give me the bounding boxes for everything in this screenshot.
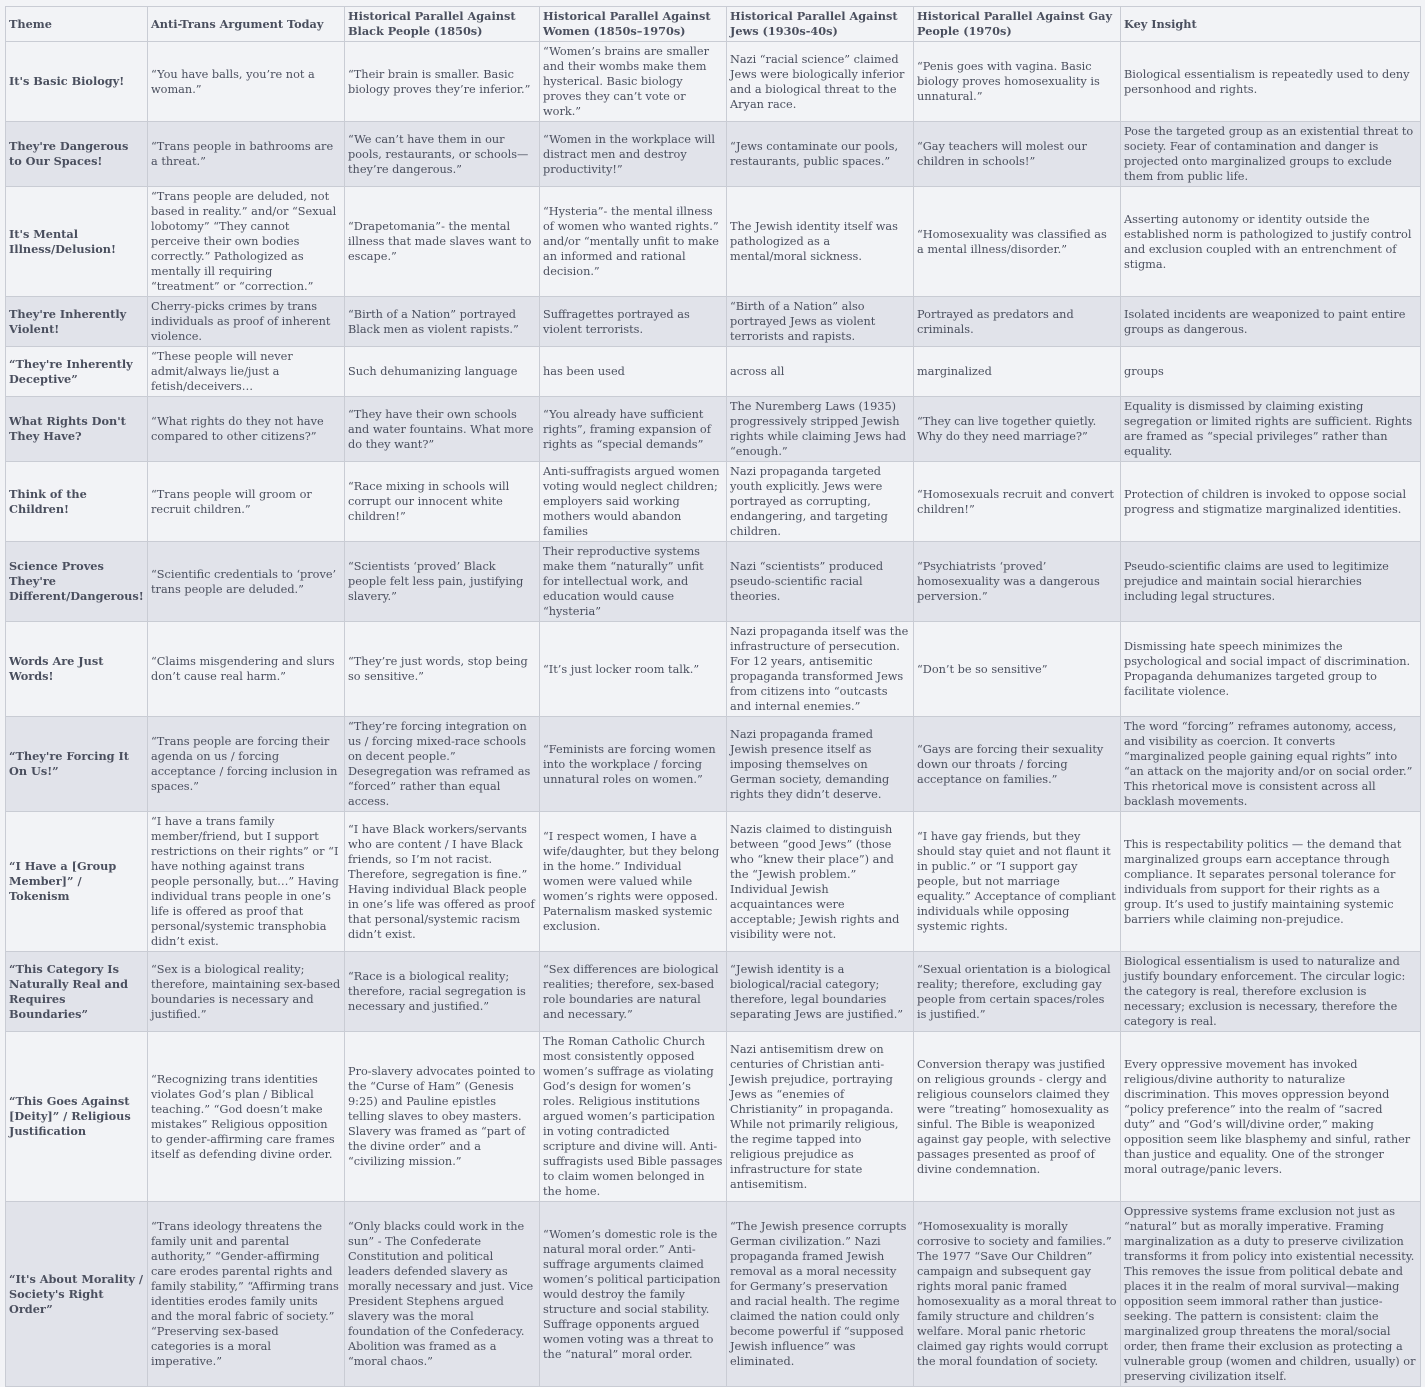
- women-cell: “You already have sufficient rights”, framing expansion of rights as “special demands”: [540, 397, 727, 462]
- women-cell: “I respect women, I have a wife/daughter, but they belong in the home.” Individual women were valued while women’s rights were opposed. Paternalism masked systemic exclusion.: [540, 812, 727, 952]
- table-row: [6, 717, 1421, 812]
- key-insight-cell: Equality is dismissed by claiming existing segregation or limited rights are sufficient. Rights are framed as “special privileges” rather than equality.: [1121, 397, 1421, 462]
- header-black-people: Historical Parallel Against Black People (1850s): [345, 7, 540, 42]
- anti-trans-cell: “Sex is a biological reality; therefore, maintaining sex-based boundaries is necessary and justified.”: [148, 952, 345, 1032]
- black-people-cell: “Scientists ‘proved’ Black people felt less pain, justifying slavery.”: [345, 542, 540, 622]
- key-insight-cell: Oppressive systems frame exclusion not just as “natural” but as morally imperative. Framing marginalization as a duty to preserve civilization transforms it from policy into existential necessity. This removes the issue from political debate and places it in the realm of moral survival—making opposition seem immoral rather than justice-seeking. The pattern is consistent: claim the marginalized group threatens the moral/social order, then frame their exclusion as protecting a vulnerable group (women and children, usually) or preserving civilization itself.: [1121, 1202, 1421, 1387]
- key-insight-cell: Dismissing hate speech minimizes the psychological and social impact of discrimination. Propaganda dehumanizes targeted group to facilitate violence.: [1121, 622, 1421, 717]
- theme-cell: Science Proves They're Different/Dangerous!: [6, 542, 148, 622]
- women-cell: Their reproductive systems make them “naturally” unfit for intellectual work, and education would cause “hysteria”: [540, 542, 727, 622]
- theme-cell: They're Dangerous to Our Spaces!: [6, 122, 148, 187]
- header-women: Historical Parallel Against Women (1850s–1970s): [540, 7, 727, 42]
- theme-cell: Think of the Children!: [6, 462, 148, 542]
- women-cell: “Hysteria”- the mental illness of women who wanted rights.” and/or “mentally unfit to make an informed and rational decision.”: [540, 187, 727, 297]
- header-key-insight: Key Insight: [1121, 7, 1421, 42]
- key-insight-cell: Biological essentialism is repeatedly used to deny personhood and rights.: [1121, 42, 1421, 122]
- key-insight-cell: Asserting autonomy or identity outside the established norm is pathologized to justify control and exclusion coupled with an entrenchment of stigma.: [1121, 187, 1421, 297]
- table-row: [6, 462, 1421, 542]
- key-insight-cell: Pose the targeted group as an existential threat to society. Fear of contamination and danger is projected onto marginalized groups to exclude them from public life.: [1121, 122, 1421, 187]
- key-insight-cell: Pseudo-scientific claims are used to legitimize prejudice and maintain social hierarchies including legal structures.: [1121, 542, 1421, 622]
- anti-trans-cell: “Trans ideology threatens the family unit and parental authority,” “Gender-affirming care erodes parental rights and family stability,” “Affirming trans identities erodes family units and the moral fabric of society.” “Preserving sex-based categories is a moral imperative.”: [148, 1202, 345, 1387]
- anti-trans-cell: “What rights do they not have compared to other citizens?”: [148, 397, 345, 462]
- key-insight-cell: Protection of children is invoked to oppose social progress and stigmatize marginalized identities.: [1121, 462, 1421, 542]
- anti-trans-cell: “You have balls, you’re not a woman.”: [148, 42, 345, 122]
- black-people-cell: “I have Black workers/servants who are content / I have Black friends, so I’m not racist. Therefore, segregation is fine.” Having individual Black people in one’s life was offered as proof that personal/systemic racism didn’t exist.: [345, 812, 540, 952]
- black-people-cell: “They have their own schools and water fountains. What more do they want?”: [345, 397, 540, 462]
- gay-people-cell: “Penis goes with vagina. Basic biology proves homosexuality is unnatural.”: [914, 42, 1121, 122]
- anti-trans-cell: “Scientific credentials to ‘prove’ trans people are deluded.”: [148, 542, 345, 622]
- women-cell: has been used: [540, 347, 727, 397]
- theme-cell: They're Inherently Violent!: [6, 297, 148, 347]
- black-people-cell: “They’re forcing integration on us / forcing mixed-race schools on decent people.” Desegregation was reframed as “forced” rather than equal access.: [345, 717, 540, 812]
- table-row: [6, 187, 1421, 297]
- gay-people-cell: “Sexual orientation is a biological reality; therefore, excluding gay people from certain spaces/roles is justified.”: [914, 952, 1121, 1032]
- header-gay-people: Historical Parallel Against Gay People (1970s): [914, 7, 1121, 42]
- theme-cell: What Rights Don't They Have?: [6, 397, 148, 462]
- header-row: [6, 7, 1421, 42]
- header-jews: Historical Parallel Against Jews (1930s-40s): [727, 7, 914, 42]
- table-row: [6, 122, 1421, 187]
- gay-people-cell: Portrayed as predators and criminals.: [914, 297, 1121, 347]
- theme-cell: “They're Inherently Deceptive”: [6, 347, 148, 397]
- jews-cell: The Jewish identity itself was pathologized as a mental/moral sickness.: [727, 187, 914, 297]
- table-row: [6, 952, 1421, 1032]
- table-row: [6, 297, 1421, 347]
- gay-people-cell: “Don’t be so sensitive”: [914, 622, 1121, 717]
- jews-cell: Nazi propaganda itself was the infrastructure of persecution. For 12 years, antisemitic propaganda transformed Jews from citizens into “outcasts and internal enemies.”: [727, 622, 914, 717]
- women-cell: “It’s just locker room talk.”: [540, 622, 727, 717]
- gay-people-cell: “Gays are forcing their sexuality down our throats / forcing acceptance on families.”: [914, 717, 1121, 812]
- jews-cell: Nazi antisemitism drew on centuries of Christian anti-Jewish prejudice, portraying Jews as “enemies of Christianity” in propaganda. While not primarily religious, the regime tapped into religious prejudice as infrastructure for state antisemitism.: [727, 1032, 914, 1202]
- jews-cell: “Jewish identity is a biological/racial category; therefore, legal boundaries separating Jews are justified.”: [727, 952, 914, 1032]
- gay-people-cell: “Psychiatrists ‘proved’ homosexuality was a dangerous perversion.”: [914, 542, 1121, 622]
- jews-cell: “Birth of a Nation” also portrayed Jews as violent terrorists and rapists.: [727, 297, 914, 347]
- jews-cell: Nazi “scientists” produced pseudo-scientific racial theories.: [727, 542, 914, 622]
- black-people-cell: “We can’t have them in our pools, restaurants, or schools—they’re dangerous.”: [345, 122, 540, 187]
- anti-trans-cell: “Recognizing trans identities violates God’s plan / Biblical teaching.” “God doesn’t make mistakes” Religious opposition to gender-affirming care frames itself as defending divine order.: [148, 1032, 345, 1202]
- gay-people-cell: “Homosexuality is morally corrosive to society and families.” The 1977 “Save Our Children” campaign and subsequent gay rights moral panic framed homosexuality as a moral threat to family structure and children’s welfare. Moral panic rhetoric claimed gay rights would corrupt the moral foundation of society.: [914, 1202, 1121, 1387]
- table-row: [6, 622, 1421, 717]
- anti-trans-cell: Cherry-picks crimes by trans individuals as proof of inherent violence.: [148, 297, 345, 347]
- jews-cell: “Jews contaminate our pools, restaurants, public spaces.”: [727, 122, 914, 187]
- key-insight-cell: Isolated incidents are weaponized to paint entire groups as dangerous.: [1121, 297, 1421, 347]
- jews-cell: Nazi “racial science” claimed Jews were biologically inferior and a biological threat to the Aryan race.: [727, 42, 914, 122]
- jews-cell: Nazi propaganda framed Jewish presence itself as imposing themselves on German society, demanding rights they didn’t deserve.: [727, 717, 914, 812]
- theme-cell: It's Mental Illness/Delusion!: [6, 187, 148, 297]
- gay-people-cell: “I have gay friends, but they should stay quiet and not flaunt it in public.” or “I support gay people, but not marriage equality.” Acceptance of compliant individuals while opposing systemic rights.: [914, 812, 1121, 952]
- women-cell: “Women’s domestic role is the natural moral order.” Anti-suffrage arguments claimed women’s political participation would destroy the family structure and social stability. Suffrage opponents argued women voting was a threat to the “natural” moral order.: [540, 1202, 727, 1387]
- gay-people-cell: marginalized: [914, 347, 1121, 397]
- women-cell: “Sex differences are biological realities; therefore, sex-based role boundaries are natural and necessary.”: [540, 952, 727, 1032]
- anti-trans-cell: “Trans people will groom or recruit children.”: [148, 462, 345, 542]
- jews-cell: across all: [727, 347, 914, 397]
- table-row: [6, 1032, 1421, 1202]
- theme-cell: “This Goes Against [Deity]” / Religious Justification: [6, 1032, 148, 1202]
- table-row: [6, 812, 1421, 952]
- theme-cell: “It's About Morality / Society's Right Order”: [6, 1202, 148, 1387]
- black-people-cell: “Drapetomania”- the mental illness that made slaves want to escape.”: [345, 187, 540, 297]
- gay-people-cell: “Gay teachers will molest our children in schools!”: [914, 122, 1121, 187]
- theme-cell: “They're Forcing It On Us!”: [6, 717, 148, 812]
- table-row: [6, 42, 1421, 122]
- women-cell: “Women’s brains are smaller and their wombs make them hysterical. Basic biology proves they can’t vote or work.”: [540, 42, 727, 122]
- anti-trans-cell: “Trans people are deluded, not based in reality.” and/or “Sexual lobotomy” “They cannot perceive their own bodies correctly.” Pathologized as mentally ill requiring “treatment” or “correction.”: [148, 187, 345, 297]
- anti-trans-cell: “I have a trans family member/friend, but I support restrictions on their rights” or “I have nothing against trans people personally, but…” Having individual trans people in one’s life is offered as proof that personal/systemic transphobia didn’t exist.: [148, 812, 345, 952]
- women-cell: “Women in the workplace will distract men and destroy productivity!”: [540, 122, 727, 187]
- women-cell: Anti-suffragists argued women voting would neglect children; employers said working mothers would abandon families: [540, 462, 727, 542]
- jews-cell: The Nuremberg Laws (1935) progressively stripped Jewish rights while claiming Jews had “enough.”: [727, 397, 914, 462]
- black-people-cell: “Their brain is smaller. Basic biology proves they’re inferior.”: [345, 42, 540, 122]
- theme-cell: It's Basic Biology!: [6, 42, 148, 122]
- black-people-cell: Pro-slavery advocates pointed to the “Curse of Ham” (Genesis 9:25) and Pauline epistles telling slaves to obey masters. Slavery was framed as “part of the divine order” and a “civilizing mission.”: [345, 1032, 540, 1202]
- header-anti-trans: Anti-Trans Argument Today: [148, 7, 345, 42]
- table-row: [6, 397, 1421, 462]
- women-cell: The Roman Catholic Church most consistently opposed women’s suffrage as violating God’s design for women’s roles. Religious institutions argued women’s participation in voting contradicted scripture and divine will. Anti-suffragists used Bible passages to claim women belonged in the home.: [540, 1032, 727, 1202]
- anti-trans-cell: “These people will never admit/always lie/just a fetish/deceivers…: [148, 347, 345, 397]
- black-people-cell: “Only blacks could work in the sun” - The Confederate Constitution and political leaders defended slavery as morally necessary and just. Vice President Stephens argued slavery was the moral foundation of the Confederacy. Abolition was framed as a “moral chaos.”: [345, 1202, 540, 1387]
- table-row: [6, 542, 1421, 622]
- black-people-cell: Such dehumanizing language: [345, 347, 540, 397]
- black-people-cell: “Race is a biological reality; therefore, racial segregation is necessary and justified.”: [345, 952, 540, 1032]
- anti-trans-cell: “Claims misgendering and slurs don’t cause real harm.”: [148, 622, 345, 717]
- jews-cell: “The Jewish presence corrupts German civilization.” Nazi propaganda framed Jewish removal as a moral necessity for Germany’s preservation and racial health. The regime claimed the nation could only become powerful if “supposed Jewish influence” was eliminated.: [727, 1202, 914, 1387]
- gay-people-cell: “Homosexuals recruit and convert children!”: [914, 462, 1121, 542]
- table-row: [6, 1202, 1421, 1387]
- key-insight-cell: groups: [1121, 347, 1421, 397]
- women-cell: Suffragettes portrayed as violent terrorists.: [540, 297, 727, 347]
- gay-people-cell: “Homosexuality was classified as a mental illness/disorder.”: [914, 187, 1121, 297]
- theme-cell: Words Are Just Words!: [6, 622, 148, 717]
- key-insight-cell: The word “forcing” reframes autonomy, access, and visibility as coercion. It converts “marginalized people gaining equal rights” into “an attack on the majority and/or on social order.” This rhetorical move is consistent across all backlash movements.: [1121, 717, 1421, 812]
- key-insight-cell: This is respectability politics — the demand that marginalized groups earn acceptance through compliance. It separates personal tolerance for individuals from support for their rights as a group. It’s used to justify maintaining systemic barriers while claiming non-prejudice.: [1121, 812, 1421, 952]
- anti-trans-cell: “Trans people in bathrooms are a threat.”: [148, 122, 345, 187]
- table-row: [6, 347, 1421, 397]
- anti-trans-cell: “Trans people are forcing their agenda on us / forcing acceptance / forcing inclusion in spaces.”: [148, 717, 345, 812]
- black-people-cell: “Race mixing in schools will corrupt our innocent white children!”: [345, 462, 540, 542]
- theme-cell: “This Category Is Naturally Real and Requires Boundaries”: [6, 952, 148, 1032]
- jews-cell: Nazi propaganda targeted youth explicitly. Jews were portrayed as corrupting, endangering, and targeting children.: [727, 462, 914, 542]
- key-insight-cell: Biological essentialism is used to naturalize and justify boundary enforcement. The circular logic: the category is real, therefore exclusion is necessary; exclusion is necessary, therefore the category is real.: [1121, 952, 1421, 1032]
- jews-cell: Nazis claimed to distinguish between “good Jews” (those who “knew their place”) and the “Jewish problem.” Individual Jewish acquaintances were acceptable; Jewish rights and visibility were not.: [727, 812, 914, 952]
- comparison-table: [5, 6, 1421, 1387]
- black-people-cell: “They’re just words, stop being so sensitive.”: [345, 622, 540, 717]
- header-theme: Theme: [6, 7, 148, 42]
- gay-people-cell: Conversion therapy was justified on religious grounds - clergy and religious counselors claimed they were “treating” homosexuality as sinful. The Bible is weaponized against gay people, with selective passages presented as proof of divine condemnation.: [914, 1032, 1121, 1202]
- gay-people-cell: “They can live together quietly. Why do they need marriage?”: [914, 397, 1121, 462]
- women-cell: “Feminists are forcing women into the workplace / forcing unnatural roles on women.”: [540, 717, 727, 812]
- theme-cell: “I Have a [Group Member]” / Tokenism: [6, 812, 148, 952]
- black-people-cell: “Birth of a Nation” portrayed Black men as violent rapists.”: [345, 297, 540, 347]
- key-insight-cell: Every oppressive movement has invoked religious/divine authority to naturalize discrimination. This moves oppression beyond “policy preference” into the realm of “sacred duty” and “God’s will/divine order,” making opposition seem like blasphemy and sinful, rather than justice and equality. One of the stronger moral outrage/panic levers.: [1121, 1032, 1421, 1202]
